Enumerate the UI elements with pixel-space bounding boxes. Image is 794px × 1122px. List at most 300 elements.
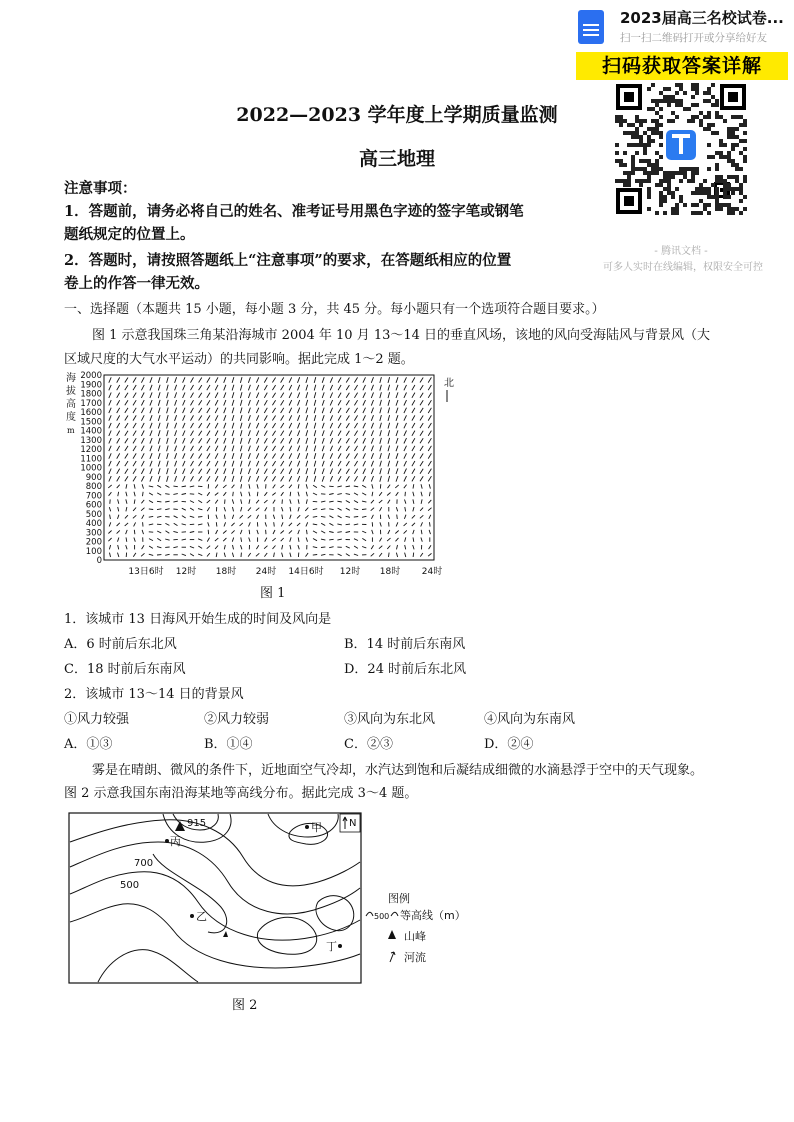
legend-contour-sample: 500 — [374, 912, 390, 921]
wind-arrow — [264, 415, 267, 420]
wind-arrow — [322, 392, 324, 398]
wind-arrow — [199, 438, 202, 443]
wind-arrow — [313, 509, 317, 510]
wind-arrow — [371, 377, 373, 383]
wind-arrow — [240, 423, 242, 429]
wind-arrow — [388, 415, 390, 421]
wind-arrow — [396, 377, 398, 383]
wind-arrow — [371, 453, 373, 459]
wind-arrow — [264, 461, 267, 466]
wind-arrow — [420, 378, 423, 383]
wind-arrow — [241, 484, 242, 488]
wind-arrow — [158, 385, 160, 391]
wind-arrow — [388, 446, 390, 452]
wind-arrow — [305, 508, 308, 511]
wind-arrow — [109, 431, 111, 436]
wind-arrow — [264, 453, 267, 458]
wind-arrow — [133, 446, 136, 451]
wind-arrow — [404, 415, 407, 420]
wind-arrow — [232, 385, 234, 391]
wind-arrow — [346, 385, 349, 390]
wind-arrow — [224, 446, 226, 452]
wind-arrow — [272, 461, 275, 466]
north-label: N — [349, 818, 357, 829]
wind-arrow — [321, 531, 325, 533]
wind-arrow — [330, 476, 332, 481]
wind-arrow — [256, 545, 258, 549]
wind-arrow — [273, 485, 276, 489]
wind-arrow — [167, 453, 169, 459]
wind-arrow — [396, 453, 398, 459]
wind-arrow — [354, 393, 357, 398]
wind-arrow — [232, 499, 233, 503]
y-tick-label: 2000 — [80, 371, 102, 381]
wind-arrow — [281, 400, 284, 405]
wind-arrow — [322, 461, 324, 467]
wind-arrow — [199, 461, 202, 466]
wind-arrow — [224, 545, 225, 549]
wind-arrow — [190, 532, 194, 533]
y-tick-label: 1200 — [80, 445, 102, 455]
wind-arrow — [118, 492, 119, 496]
wind-arrow — [396, 522, 398, 526]
wind-arrow — [298, 392, 300, 398]
wind-arrow — [233, 492, 234, 496]
wind-arrow — [346, 532, 350, 533]
wind-arrow — [412, 469, 415, 474]
wind-arrow — [157, 509, 161, 510]
wind-arrow — [290, 492, 291, 496]
wind-arrow — [413, 499, 414, 503]
wind-arrow — [249, 522, 251, 526]
wind-arrow — [281, 423, 284, 428]
wind-arrow — [215, 431, 218, 436]
wind-arrow — [298, 446, 300, 452]
wind-arrow — [167, 400, 169, 406]
wind-arrow — [322, 446, 324, 452]
wind-arrow — [420, 400, 423, 405]
wind-arrow — [134, 492, 135, 496]
q2-statement-4: ④风向为东南风 — [484, 712, 576, 727]
wind-arrow — [404, 530, 407, 533]
wind-arrow — [109, 408, 111, 413]
wind-arrow — [354, 524, 358, 525]
q2-stem: 2．该城市 13～14 日的背景风 — [64, 687, 244, 702]
wind-arrow — [404, 485, 407, 489]
wind-arrow — [191, 461, 194, 466]
wind-arrow — [199, 476, 202, 481]
wind-arrow — [224, 408, 226, 414]
wind-arrow — [191, 415, 194, 420]
wind-arrow — [175, 423, 177, 429]
wind-arrow — [314, 377, 316, 383]
wind-arrow — [306, 461, 308, 467]
fog-intro-line2: 图 2 示意我国东南沿海某地等高线分布。据此完成 3～4 题。 — [64, 786, 418, 801]
wind-arrow — [199, 416, 202, 421]
wind-arrow — [321, 539, 325, 540]
wind-arrow — [306, 377, 308, 383]
wind-arrow — [207, 476, 210, 481]
peak-elevation: 915 — [187, 818, 207, 829]
wind-arrow — [362, 485, 366, 487]
wind-arrow — [191, 385, 194, 390]
wind-arrow — [380, 423, 382, 429]
wind-arrow — [141, 415, 144, 420]
wind-arrow — [420, 385, 423, 390]
wind-arrow — [256, 408, 258, 413]
wind-arrow — [306, 430, 308, 436]
wind-arrow — [249, 484, 250, 488]
y-tick-label: 0 — [96, 556, 102, 566]
wind-arrow — [306, 400, 308, 406]
wind-arrow — [314, 423, 316, 429]
wind-arrow — [264, 400, 267, 405]
wind-arrow — [198, 539, 202, 541]
wind-arrow — [175, 415, 177, 421]
q2-option-c[interactable]: C．②③ — [344, 737, 393, 752]
wind-arrow — [207, 431, 210, 436]
qr-caption: - 腾讯文档 - — [654, 246, 708, 257]
x-tick-label: 14日6时 — [288, 567, 324, 577]
wind-arrow — [338, 431, 341, 436]
wind-arrow — [272, 400, 275, 405]
wind-arrow — [362, 538, 366, 540]
wind-arrow — [109, 522, 111, 526]
wind-arrow — [150, 446, 152, 452]
wind-arrow — [314, 476, 316, 482]
wind-arrow — [133, 553, 136, 557]
doc-share-hint: 扫一扫二维码打开或分享给好友 — [620, 32, 767, 44]
wind-arrow — [133, 438, 136, 443]
wind-arrow — [117, 485, 120, 488]
wind-arrow — [428, 415, 431, 420]
wind-arrow — [420, 476, 423, 481]
wind-arrow — [224, 553, 225, 557]
wind-arrow — [371, 400, 373, 406]
plot-frame — [104, 375, 434, 560]
wind-arrow — [306, 492, 307, 496]
wind-arrow — [126, 537, 127, 541]
figure1-wind-field — [60, 368, 460, 582]
wind-arrow — [338, 423, 341, 428]
wind-arrow — [329, 509, 333, 510]
wind-arrow — [126, 499, 127, 503]
wind-arrow — [182, 524, 186, 525]
wind-arrow — [338, 438, 341, 443]
wind-arrow — [281, 522, 283, 526]
wind-arrow — [207, 385, 210, 390]
wind-arrow — [272, 378, 275, 383]
wind-arrow — [371, 430, 373, 436]
wind-arrow — [428, 431, 431, 436]
wind-arrow — [150, 400, 152, 406]
wind-arrow — [215, 493, 218, 496]
wind-arrow — [117, 461, 120, 466]
wind-arrow — [396, 492, 399, 496]
wind-arrow — [191, 400, 194, 405]
wind-arrow — [354, 415, 357, 420]
notice-item1: 1．答题前，请务必将自己的姓名、准考证号用黑色字迹的签字笔或钢笔 — [64, 203, 524, 220]
intro-line2: 区域尺度的大气水平运动）的共同影响。据此完成 1～2 题。 — [64, 352, 414, 367]
y-tick-label: 300 — [85, 528, 102, 539]
wind-arrow — [272, 438, 275, 443]
wind-arrow — [428, 553, 431, 556]
wind-arrow — [207, 446, 210, 451]
wind-arrow — [183, 385, 185, 390]
wind-arrow — [404, 400, 407, 405]
wind-arrow — [183, 438, 185, 443]
wind-arrow — [396, 507, 397, 511]
wind-arrow — [379, 500, 382, 503]
wind-arrow — [117, 400, 120, 405]
wind-arrow — [232, 392, 234, 398]
wind-arrow — [165, 509, 169, 510]
wind-arrow — [396, 400, 398, 406]
wind-arrow — [158, 392, 160, 398]
wind-arrow — [183, 423, 185, 428]
wind-arrow — [405, 507, 406, 511]
wind-arrow — [264, 446, 267, 451]
wind-arrow — [322, 476, 324, 482]
wind-arrow — [337, 501, 341, 502]
wind-arrow — [396, 468, 398, 474]
wind-arrow — [182, 494, 186, 495]
wind-arrow — [395, 531, 398, 534]
wind-arrow — [134, 499, 135, 503]
wind-arrow — [215, 415, 218, 420]
wind-arrow — [134, 522, 136, 526]
wind-arrow — [380, 377, 382, 383]
wind-arrow — [182, 508, 186, 510]
wind-arrow — [354, 476, 357, 481]
wind-arrow — [289, 408, 292, 413]
wind-arrow — [232, 461, 234, 467]
wind-arrow — [158, 377, 160, 383]
wind-arrow — [412, 385, 415, 390]
wind-arrow — [420, 431, 423, 436]
wind-arrow — [371, 508, 374, 511]
wind-arrow — [133, 431, 136, 436]
q2-option-d[interactable]: D．②④ — [484, 737, 534, 752]
wind-arrow — [240, 438, 242, 444]
wind-arrow — [173, 501, 177, 502]
y-tick-label: 1100 — [80, 454, 102, 465]
wind-arrow — [387, 493, 390, 496]
wind-arrow — [396, 385, 398, 391]
wind-arrow — [142, 515, 144, 519]
wind-arrow — [413, 530, 414, 534]
wind-arrow — [330, 377, 332, 382]
wind-arrow — [412, 523, 415, 526]
wind-arrow — [380, 392, 382, 398]
wind-arrow — [405, 500, 406, 504]
wind-arrow — [175, 377, 177, 383]
wind-arrow — [133, 469, 136, 474]
wind-arrow — [338, 453, 341, 458]
answer-banner[interactable]: 扫码获取答案详解 — [576, 52, 788, 80]
wind-arrow — [264, 438, 267, 443]
wind-arrow — [223, 485, 226, 488]
wind-arrow — [158, 430, 160, 436]
wind-arrow — [191, 453, 194, 458]
wind-arrow — [233, 507, 234, 511]
wind-arrow — [329, 547, 333, 548]
wind-arrow — [412, 476, 415, 481]
wind-arrow — [165, 539, 169, 540]
wind-arrow — [215, 469, 218, 474]
wind-arrow — [198, 524, 202, 525]
wind-arrow — [289, 530, 292, 533]
wind-arrow — [428, 508, 431, 511]
wind-arrow — [141, 385, 144, 390]
wind-arrow — [109, 492, 112, 496]
wind-arrow — [421, 538, 422, 542]
q2-statement-2: ②风力较弱 — [204, 712, 270, 727]
wind-arrow — [232, 408, 234, 414]
wind-arrow — [224, 415, 226, 421]
y-tick-label: 600 — [85, 500, 102, 511]
wind-arrow — [167, 468, 169, 474]
wind-arrow — [338, 469, 341, 474]
wind-arrow — [421, 522, 423, 526]
wind-arrow — [371, 392, 373, 398]
legend-river-text: 河流 — [404, 951, 426, 964]
wind-arrow — [199, 423, 202, 428]
wind-arrow — [149, 554, 153, 555]
wind-arrow — [248, 508, 251, 511]
wind-arrow — [248, 438, 250, 444]
wind-arrow — [175, 453, 177, 459]
wind-arrow — [125, 469, 128, 474]
wind-arrow — [346, 469, 349, 474]
wind-arrow — [298, 476, 300, 482]
wind-arrow — [298, 492, 299, 496]
wind-arrow — [117, 446, 120, 451]
wind-arrow — [125, 423, 128, 428]
wind-arrow — [413, 484, 414, 488]
wind-arrow — [133, 423, 136, 428]
wind-arrow — [167, 385, 169, 391]
wind-arrow — [290, 499, 291, 503]
wind-arrow — [380, 400, 382, 406]
wind-arrow — [224, 461, 226, 467]
doc-name[interactable]: 2023届高三名校试卷... — [620, 9, 784, 27]
wind-arrow — [313, 493, 317, 495]
wind-arrow — [118, 515, 119, 519]
wind-arrow — [199, 446, 202, 451]
legend-contour-text: 等高线（m） — [400, 909, 466, 922]
wind-arrow — [363, 469, 366, 474]
wind-arrow — [248, 453, 250, 459]
wind-arrow — [117, 385, 120, 390]
wind-arrow — [306, 538, 307, 542]
y-tick-label: 1700 — [80, 398, 102, 409]
wind-arrow — [141, 431, 144, 436]
place-yi: 乙 — [196, 910, 207, 923]
wind-arrow — [158, 453, 160, 459]
wind-arrow — [232, 553, 233, 557]
notice-item2-cont: 卷上的作答一律无效。 — [64, 275, 209, 292]
wind-arrow — [256, 431, 258, 436]
contour-label-700: 700 — [134, 858, 154, 869]
wind-arrow — [224, 468, 226, 474]
wind-arrow — [338, 461, 341, 466]
wind-arrow — [141, 469, 144, 474]
wind-arrow — [157, 531, 161, 533]
wind-arrow — [167, 430, 169, 436]
wind-arrow — [380, 415, 382, 421]
y-tick-label: 1300 — [80, 435, 102, 446]
q1-option-d[interactable]: D．24 时前后东北风 — [344, 662, 467, 677]
wind-arrow — [141, 446, 144, 451]
wind-arrow — [282, 553, 283, 557]
wind-arrow — [405, 537, 406, 541]
wind-arrow — [175, 385, 177, 391]
wind-arrow — [272, 476, 275, 481]
wind-arrow — [141, 423, 144, 428]
wind-arrow — [125, 385, 128, 390]
wind-arrow — [321, 516, 325, 517]
wind-arrow — [282, 515, 283, 519]
q2-option-a[interactable]: A．①③ — [64, 737, 113, 752]
wind-arrow — [282, 507, 283, 511]
wind-arrow — [274, 553, 275, 557]
wind-arrow — [354, 554, 358, 555]
wind-arrow — [125, 523, 128, 526]
q2-option-b[interactable]: B．①④ — [204, 737, 253, 752]
wind-arrow — [281, 531, 284, 534]
wind-arrow — [272, 446, 275, 451]
wind-arrow — [354, 461, 357, 466]
wind-arrow — [149, 493, 153, 495]
wind-arrow — [289, 453, 292, 458]
wind-arrow — [289, 400, 292, 405]
wind-arrow — [108, 485, 111, 488]
ylabel-char: 海 — [66, 373, 76, 384]
q1-option-b[interactable]: B．14 时前后东南风 — [344, 637, 466, 652]
wind-arrow — [281, 385, 284, 390]
wind-arrow — [421, 499, 422, 503]
wind-arrow — [175, 400, 177, 406]
y-tick-label: 500 — [85, 509, 102, 520]
q1-option-a[interactable]: A．6 时前后东北风 — [64, 637, 177, 652]
wind-arrow — [354, 539, 358, 541]
wind-arrow — [224, 400, 226, 406]
wind-arrow — [290, 537, 291, 541]
wind-arrow — [281, 453, 284, 458]
wind-arrow — [281, 485, 284, 488]
wind-arrow — [388, 400, 390, 406]
x-tick-label: 12时 — [339, 567, 361, 577]
wind-arrow — [379, 492, 382, 496]
wind-arrow — [338, 400, 341, 405]
wind-arrow — [150, 476, 152, 482]
q1-option-c[interactable]: C．18 时前后东南风 — [64, 662, 186, 677]
wind-arrow — [298, 415, 300, 421]
wind-arrow — [346, 508, 350, 510]
wind-arrow — [117, 469, 120, 474]
wind-arrow — [248, 385, 250, 391]
wind-arrow — [428, 438, 431, 443]
wind-arrow — [150, 423, 152, 429]
wind-arrow — [182, 539, 186, 540]
wind-arrow — [404, 423, 407, 428]
wind-arrow — [183, 469, 185, 474]
wind-arrow — [337, 539, 341, 540]
wind-arrow — [298, 438, 300, 444]
wind-arrow — [141, 438, 144, 443]
wind-arrow — [289, 485, 292, 488]
